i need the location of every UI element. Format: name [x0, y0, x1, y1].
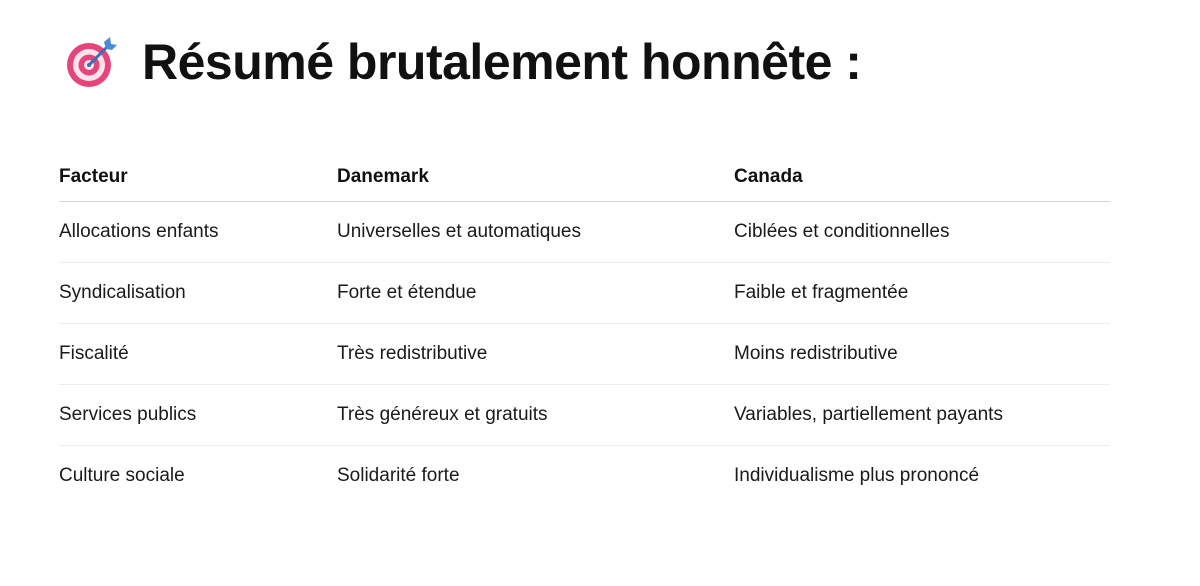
- table-cell-denmark: Très redistributive: [337, 324, 734, 385]
- column-header-danemark: Danemark: [337, 160, 734, 202]
- table-cell-factor: Culture sociale: [59, 465, 185, 486]
- table-row: [59, 385, 1110, 446]
- table-cell-canada: Moins redistributive: [734, 324, 1110, 385]
- table-cell-canada: Ciblées et conditionnelles: [734, 202, 1110, 263]
- page-title: Résumé brutalement honnête :: [142, 34, 862, 90]
- comparison-table: [59, 160, 1110, 506]
- table-header-row: [59, 160, 1110, 202]
- table-cell-factor: Allocations enfants: [59, 202, 337, 263]
- table-cell-factor: Services publics: [59, 385, 337, 446]
- table-cell-canada: Variables, partiellement payants: [734, 385, 1110, 446]
- table-cell-canada: Individualisme plus prononcé: [734, 465, 980, 486]
- table-cell-denmark: Universelles et automatiques: [337, 202, 734, 263]
- table-cell-denmark: Forte et étendue: [337, 263, 734, 324]
- target-icon: [64, 34, 120, 90]
- column-header-facteur: Facteur: [59, 160, 337, 202]
- table-row: [59, 324, 1110, 385]
- table-cell-factor: Syndicalisation: [59, 263, 337, 324]
- column-header-canada: Canada: [734, 160, 1110, 202]
- page-heading: [64, 34, 861, 90]
- table-row: [59, 263, 1110, 324]
- table-cell-denmark: Très généreux et gratuits: [337, 385, 734, 446]
- table-cell-denmark: Solidarité forte: [337, 465, 460, 486]
- table-row: [59, 202, 1110, 263]
- table-row: [59, 446, 1110, 507]
- table-cell-factor: Fiscalité: [59, 324, 337, 385]
- table-cell-canada: Faible et fragmentée: [734, 263, 1110, 324]
